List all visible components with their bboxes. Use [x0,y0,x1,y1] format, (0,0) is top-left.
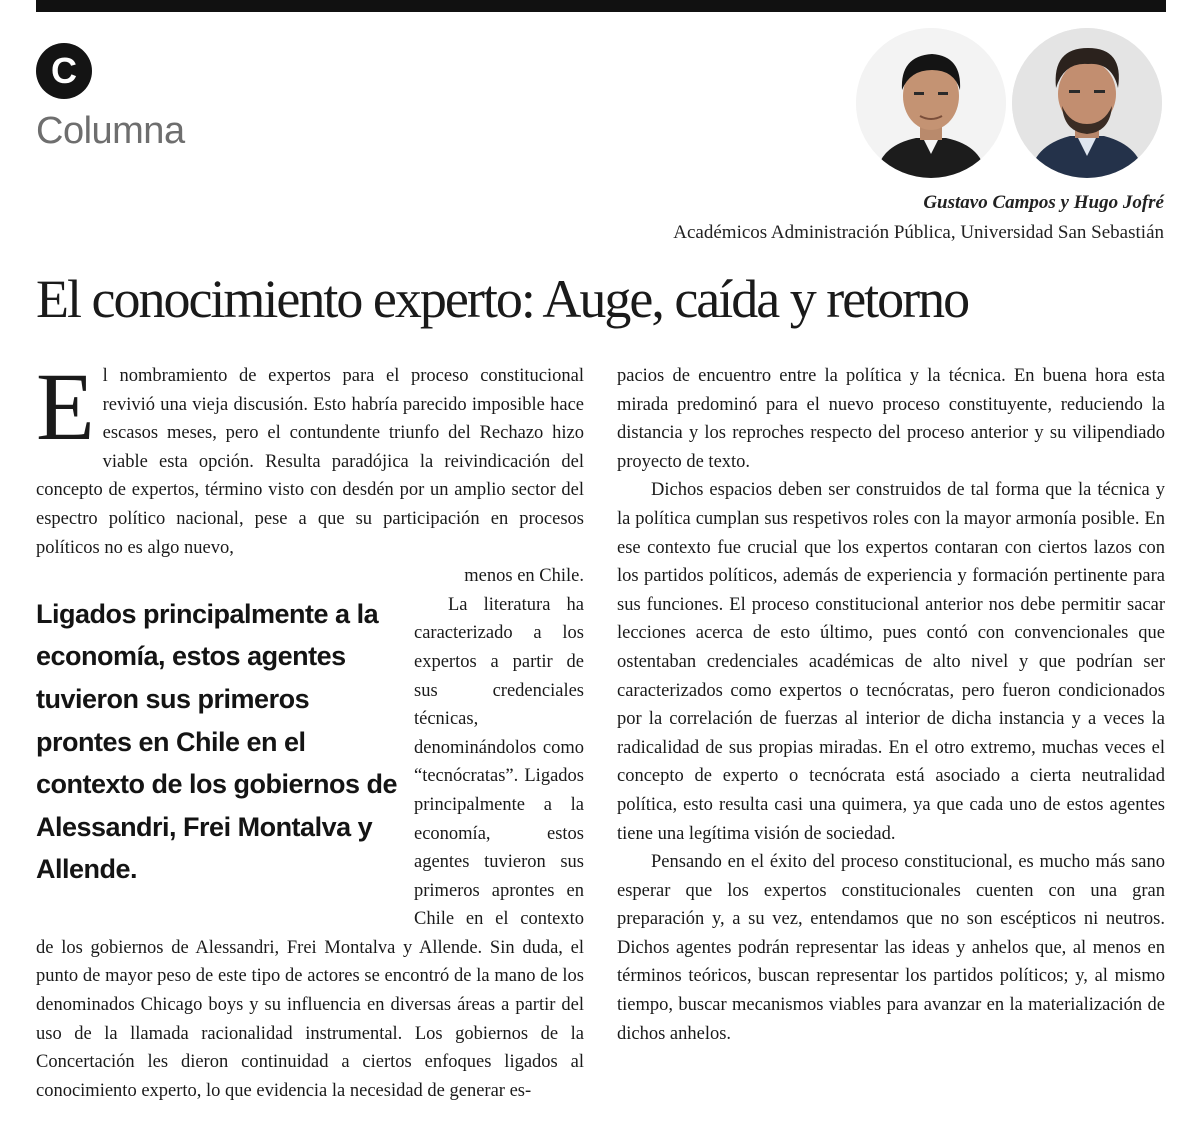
headline: El conocimiento experto: Auge, caída y retorno [36,269,969,329]
paragraph-1-text: l nombramiento de expertos para el proceso constitucional revivió una vieja discusión. Esto habría parecido imposible hace escasos meses, pero el contundente triunfo del Rechazo hizo viable esta opción. Resulta paradójica la reivindicación del concepto de expertos, término visto con desdén por un amplio sector del espectro político nacional, pese a que su participación en procesos políticos no es algo nuevo, [36,366,584,558]
paragraph-5: Pensando en el éxito del proceso constitucional, es mucho más sano esperar que los expertos constitucionales cuenten con una gran preparación y, a su vez, entendamos que no son escépticos ni neutros. Dichos agentes podrán representar las ideas y anhelos que, al menos en términos teóricos, buscan representar los partidos políticos; y, al mismo tiempo, buscar mecanismos viables para avanzar en la materialización de dichos anhelos. [617,852,1165,1044]
author-portrait-icon [856,28,1006,178]
author-affiliation: Académicos Administración Pública, Universidad San Sebastián [673,222,1164,243]
article-column-left [36,353,584,1105]
article-column-right [617,362,1165,1048]
top-rule [36,0,1166,12]
author-photo-campos [856,28,1006,178]
pull-quote: Ligados principalmente a la economía, estos agentes tuvieron sus primeros prontes en Chile en el contexto de los gobiernos de Alessandri, Frei Montalva y Allende. [36,598,398,885]
drop-cap: E [36,353,95,460]
paragraph-1-end: menos en Chile. [464,566,584,587]
paragraph-4: Dichos espacios deben ser construidos de tal forma que la técnica y la política cumplan sus respetivos roles con la mayor armonía posible. En ese contexto fue crucial que los expertos contaran con ciertos lazos con los partidos políticos, además de experiencia y formación pertinente para sus funciones. El proceso constitucional anterior nos debe permitir sacar lecciones acerca de esto último, pues contó con convencionales que ostentaban credenciales académicas de alto nivel y que podrían ser caracterizados como expertos o tecnócratas, pero fueron condicionados por la correlación de fuerzas al interior de dicha instancia y a veces la radicalidad de sus propias miradas. En el otro extremo, muchas veces el concepto de experto o tecnócrata está asociado a cierta neutralidad política, esto resulta casi una quimera, ya que cada uno de estos agentes tiene una legítima visión de sociedad. [617,480,1165,844]
paragraph-1 [36,353,584,562]
author-portrait-icon [1012,28,1162,178]
author-names: Gustavo Campos y Hugo Jofré [923,192,1164,213]
section-label: Columna [36,110,185,152]
paragraph-3: pacios de encuentro entre la política y la técnica. En buena hora esta mirada predominó para el nuevo proceso constituyente, reduciendo la distancia y los reproches respecto del proceso anterior y su vilipendiado proyecto de texto. [617,366,1165,472]
paragraph-2-text: La literatura ha caracterizado a los expertos a partir de sus credenciales técnicas, denominándolos como “tecnócratas”. Ligados principalmente a la economía, estos agentes tuvieron sus primeros aprontes en Chile en el contexto de los gobiernos de Alessandri, Frei Montalva y Allende. Sin duda, el punto de mayor peso de este tipo de actores se encontró de la mano de los denominados Chicago boys y su influencia en diversas áreas a partir del uso de la llamada racionalidad instrumental. Los gobiernos de la Concertación les dieron continuidad a ciertos enfoques ligados al conocimiento experto, lo que evidencia la necesidad de generar es- [36,594,584,1101]
author-photo-jofre [1012,28,1162,178]
section-badge: C [36,43,92,99]
